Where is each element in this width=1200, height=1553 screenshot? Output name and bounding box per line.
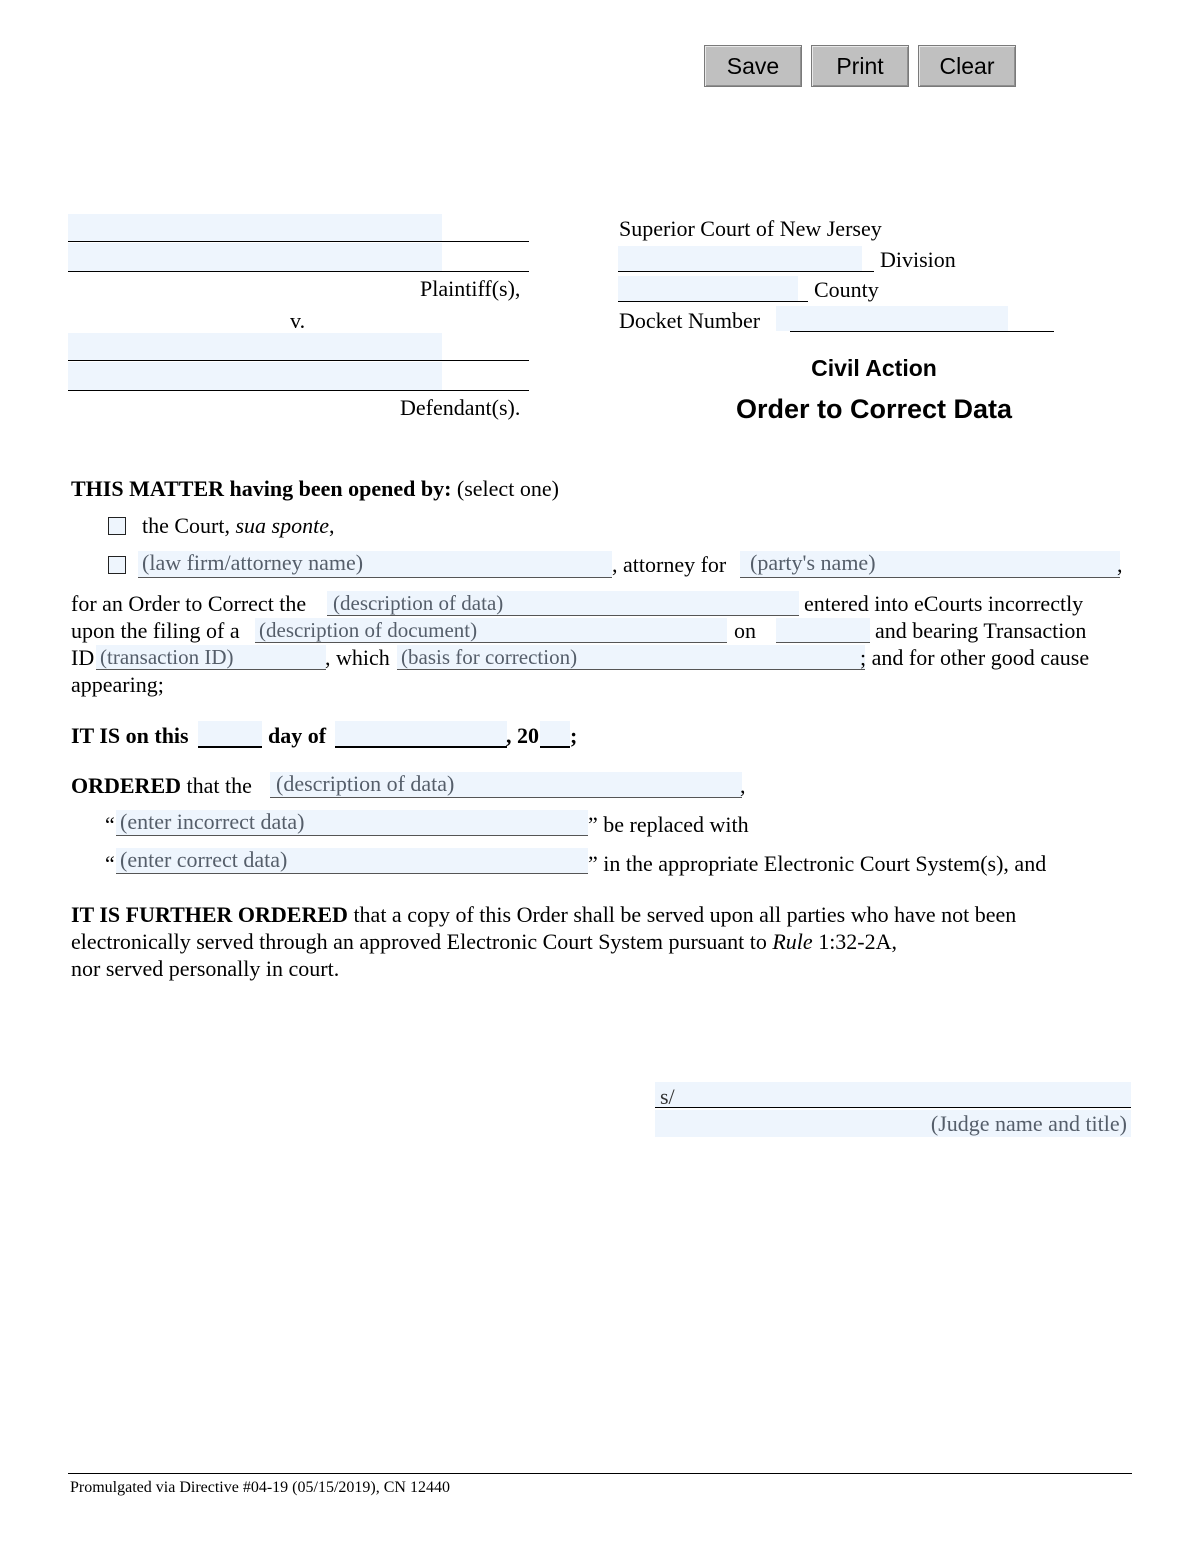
further-line3: nor served personally in court.: [71, 956, 340, 981]
further-bold: IT IS FURTHER ORDERED: [71, 902, 348, 927]
ordered-data-description-field[interactable]: (description of data): [270, 772, 742, 798]
ordered-bold: ORDERED: [71, 773, 182, 798]
plaintiff-line-1: [68, 241, 529, 242]
division-label: Division: [880, 247, 956, 272]
further-line1-rest: that a copy of this Order shall be served upon all parties who have not been: [353, 902, 1017, 927]
data-description-field[interactable]: (description of data): [327, 591, 799, 616]
county-line: [618, 301, 808, 302]
correct-open-quote: “: [105, 851, 115, 876]
sua-sponte-text: sua sponte: [235, 513, 329, 538]
print-button[interactable]: Print: [811, 45, 909, 87]
replaced-with-label: ” be replaced with: [588, 812, 749, 837]
matter-heading-note: (select one): [456, 476, 559, 501]
body-line1-post: entered into eCourts incorrectly: [804, 591, 1084, 616]
county-label: County: [814, 277, 879, 302]
further-line2-post: 1:32-2A,: [818, 929, 898, 954]
body-line3-id: ID: [71, 645, 95, 670]
plaintiffs-label: Plaintiff(s),: [420, 276, 521, 301]
court-label-comma: ,: [329, 513, 335, 538]
attorney-name-field[interactable]: (law firm/attorney name): [138, 551, 612, 578]
party-comma: ,: [1117, 552, 1123, 577]
body-line4: appearing;: [71, 672, 164, 697]
matter-heading: [71, 476, 559, 502]
defendants-label: Defendant(s).: [400, 395, 521, 420]
body-line1-pre: for an Order to Correct the: [71, 591, 307, 616]
correction-basis-field[interactable]: (basis for correction): [397, 645, 865, 670]
document-description-field[interactable]: (description of document): [255, 618, 727, 643]
incorrect-data-field[interactable]: (enter incorrect data): [116, 810, 588, 836]
docket-line: [790, 331, 1054, 332]
defendant-name-field-1[interactable]: [68, 333, 442, 360]
correct-data-field[interactable]: (enter correct data): [116, 848, 588, 874]
party-name-field[interactable]: (party's name): [740, 551, 1120, 578]
defendant-line-1: [68, 360, 529, 361]
footer-rule: [68, 1473, 1132, 1474]
year-prefix: , 20: [506, 723, 539, 748]
judge-name-placeholder: (Judge name and title): [930, 1111, 1127, 1136]
attorney-for-label: , attorney for: [612, 552, 727, 577]
plaintiff-name-field-2[interactable]: [68, 243, 442, 271]
further-line2: [71, 929, 897, 955]
footer-text: Promulgated via Directive #04-19 (05/15/2019), CN 12440: [70, 1479, 450, 1496]
division-line: [618, 271, 874, 272]
matter-heading-bold: THIS MATTER having been opened by:: [71, 476, 452, 501]
court-sua-sponte-label: [142, 513, 335, 539]
clear-button[interactable]: Clear: [918, 45, 1016, 87]
day-field[interactable]: [198, 721, 262, 748]
save-button[interactable]: Save: [704, 45, 802, 87]
body-line3-which: , which: [325, 645, 390, 670]
body-line2-pre: upon the filing of a: [71, 618, 240, 643]
ordered-that-the: that the: [186, 773, 252, 798]
month-field[interactable]: [335, 721, 507, 748]
defendant-name-field-2[interactable]: [68, 362, 442, 390]
day-of-label: day of: [268, 723, 327, 748]
court-label-text: the Court,: [142, 513, 230, 538]
rule-italic: Rule: [772, 929, 813, 954]
in-system-label: ” in the appropriate Electronic Court System(s), and: [588, 851, 1047, 876]
signature-field[interactable]: [655, 1082, 1131, 1107]
ordered-comma: ,: [740, 773, 746, 798]
versus-label: v.: [290, 308, 306, 333]
action-type: Civil Action: [811, 355, 937, 381]
incorrect-open-quote: “: [105, 812, 115, 837]
body-line3-post: ; and for other good cause: [860, 645, 1090, 670]
date-semicolon: ;: [570, 723, 578, 748]
division-field[interactable]: [618, 246, 862, 271]
county-field[interactable]: [618, 276, 798, 301]
signature-line: [655, 1107, 1131, 1108]
filing-date-field[interactable]: [776, 618, 870, 643]
plaintiff-name-field-1[interactable]: [68, 214, 442, 241]
court-sua-sponte-checkbox[interactable]: [108, 517, 126, 535]
plaintiff-line-2: [68, 271, 529, 272]
attorney-checkbox[interactable]: [108, 556, 126, 574]
signature-prefix: s/: [660, 1084, 675, 1109]
transaction-id-field[interactable]: (transaction ID): [96, 645, 326, 670]
body-line2-post: and bearing Transaction: [875, 618, 1087, 643]
ordered-line: [71, 773, 252, 799]
defendant-line-2: [68, 390, 529, 391]
body-line2-on: on: [734, 618, 756, 643]
further-line1: [71, 902, 1016, 928]
year-field[interactable]: [540, 721, 570, 748]
docket-label: Docket Number: [619, 308, 761, 333]
further-line2-pre: electronically served through an approved Electronic Court System pursuant to: [71, 929, 767, 954]
page-title: Order to Correct Data: [735, 394, 1013, 424]
it-is-on-this: IT IS on this: [71, 723, 189, 748]
docket-number-field[interactable]: [776, 306, 1008, 331]
court-name: Superior Court of New Jersey: [619, 216, 882, 241]
